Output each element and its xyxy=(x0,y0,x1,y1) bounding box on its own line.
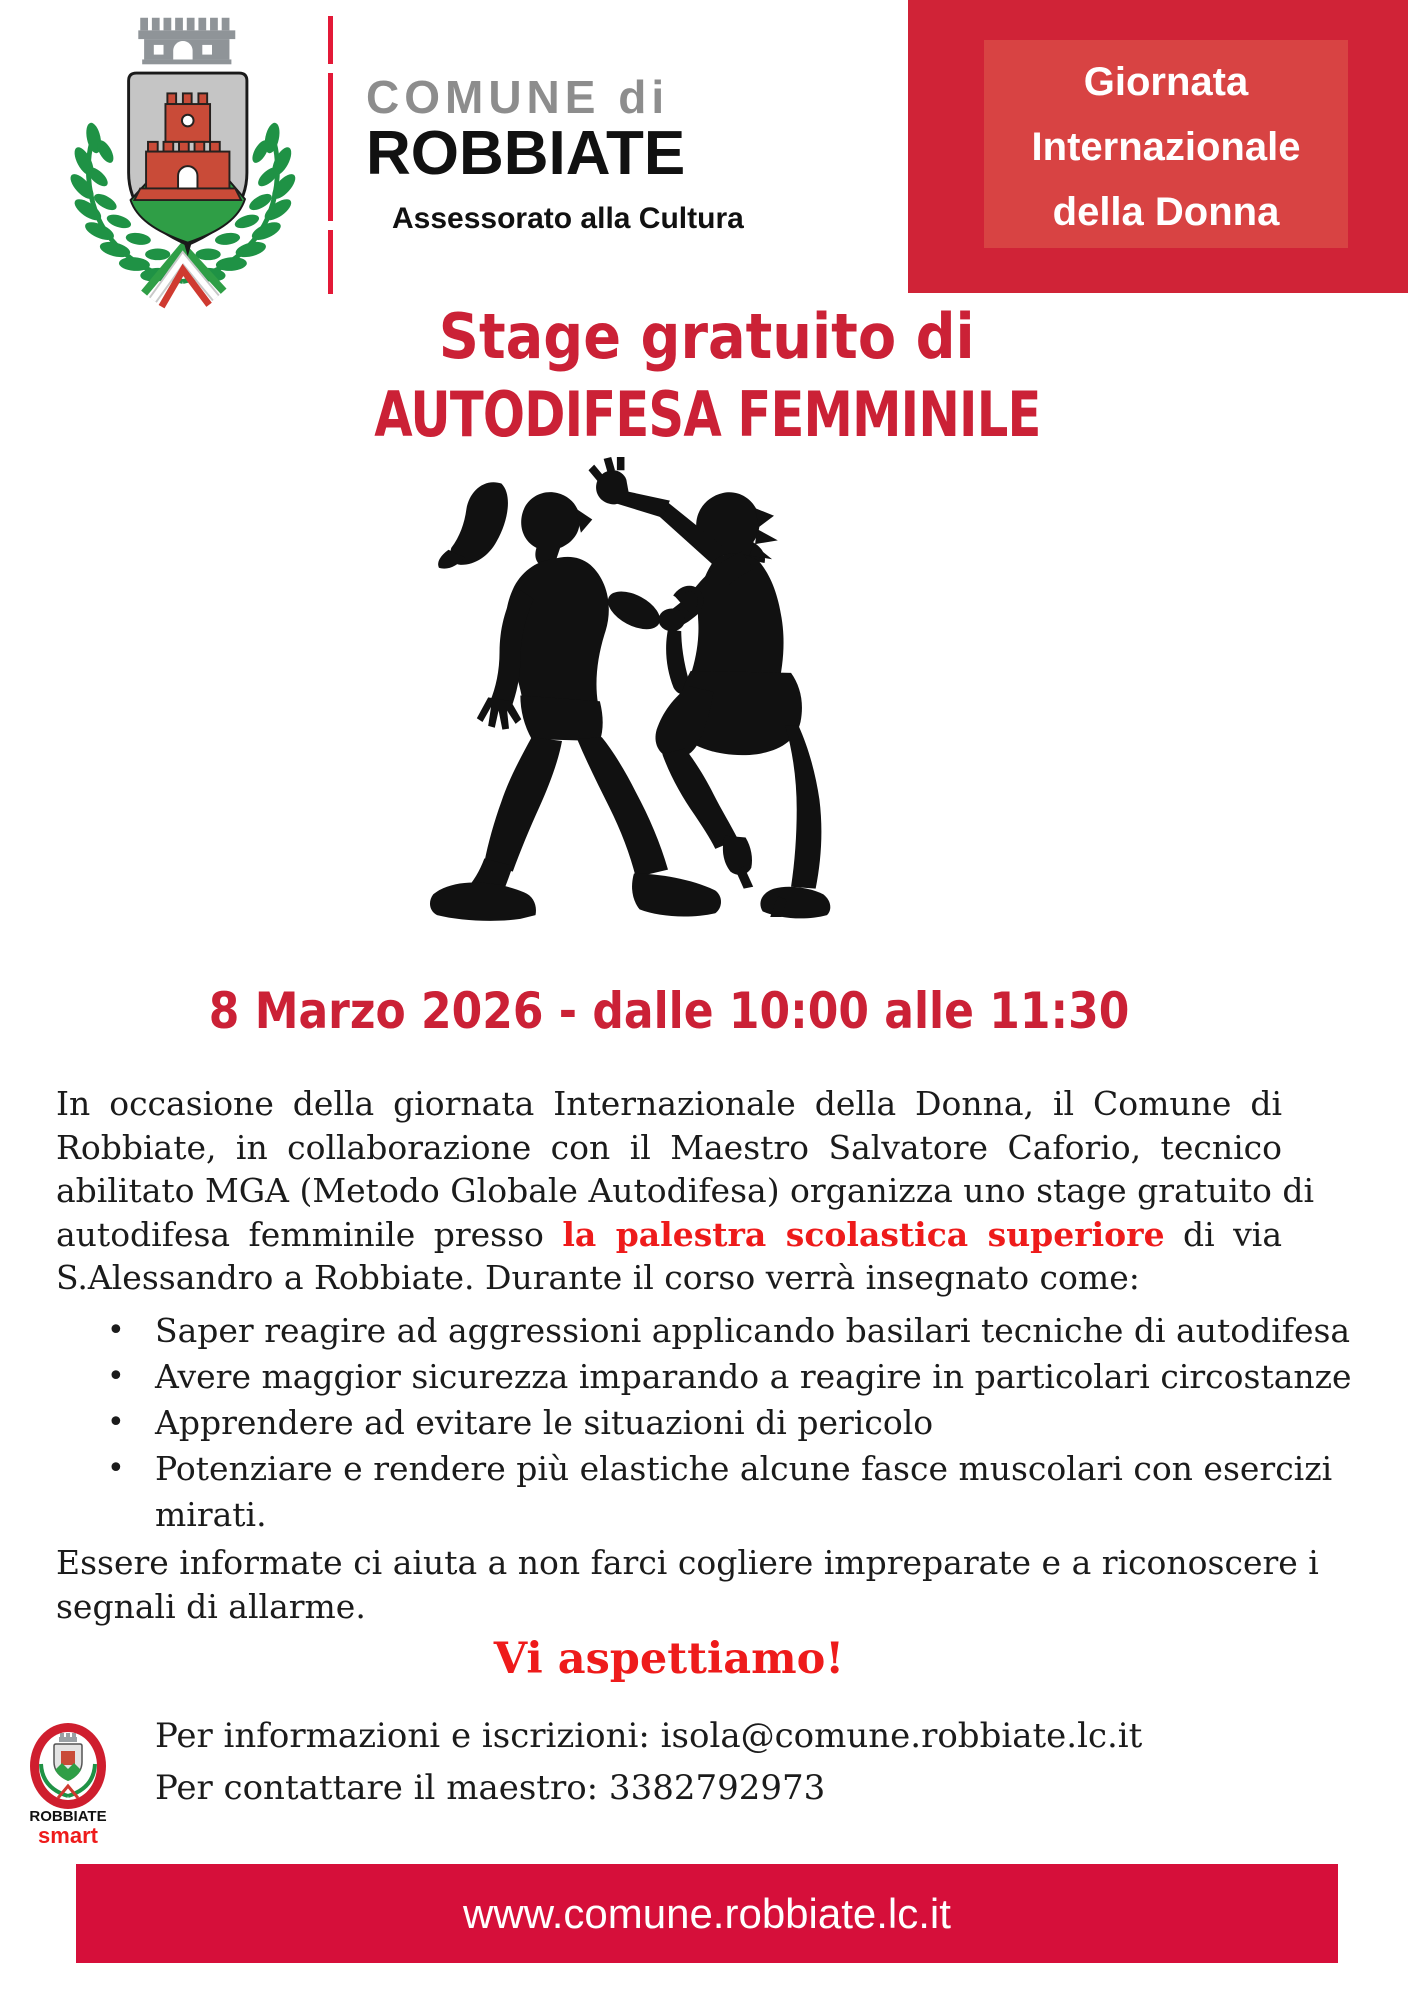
robbiate-coat-of-arms-icon xyxy=(55,10,305,330)
badge-line: Giornata xyxy=(1083,60,1249,104)
intro-paragraph xyxy=(56,1082,1315,1300)
intro-line xyxy=(56,1213,1282,1257)
municipality-label: COMUNE di xyxy=(366,71,670,123)
badge-line: Internazionale xyxy=(1031,125,1301,169)
robbiate-smart-emblem-icon xyxy=(28,1722,108,1812)
smart-logo-name: ROBBIATE xyxy=(29,1808,107,1825)
intro-line: abilitato MGA (Metodo Globale Autodifesa) organizza uno stage gratuito di xyxy=(56,1171,1315,1210)
municipality-name: ROBBIATE xyxy=(366,119,686,188)
list-item xyxy=(56,1354,1352,1400)
website-url: www.comune.robbiate.lc.it xyxy=(463,1890,951,1937)
closing-row xyxy=(56,1634,1282,1684)
intro-line: S.Alessandro a Robbiate. Durante il corso verrà insegnato come: xyxy=(56,1258,1140,1297)
contact-info-line: Per informazioni e iscrizioni: isola@comune.robbiate.lc.it xyxy=(155,1716,1143,1756)
department-label: Assessorato alla Cultura xyxy=(392,202,744,235)
intro-line4-post: di via xyxy=(1164,1214,1283,1254)
red-dashed-divider xyxy=(328,16,333,296)
event-datetime-row xyxy=(56,982,1282,1040)
list-item xyxy=(56,1446,1333,1538)
bullet-icon: • xyxy=(107,1359,125,1394)
list-item xyxy=(56,1400,1282,1446)
event-datetime: 8 Marzo 2026 - dalle 10:00 alle 11:30 xyxy=(208,982,1130,1040)
outro-line: Essere informate ci aiuta a non farci cogliere impreparate e a riconoscere i xyxy=(56,1543,1319,1582)
outro-paragraph xyxy=(56,1541,1319,1628)
intro-line: In occasione della giornata Internazionale della Donna, il Comune di xyxy=(56,1084,1282,1123)
bullet-icon: • xyxy=(107,1313,125,1348)
bullet-icon: • xyxy=(107,1451,125,1486)
list-item-text: Avere maggior sicurezza imparando a reagire in particolari circostanze xyxy=(155,1357,1352,1396)
website-bar xyxy=(76,1864,1338,1963)
list-item xyxy=(56,1308,1351,1354)
smart-logo-variant: smart xyxy=(38,1823,98,1848)
contact-maestro-line: Per contattare il maestro: 3382792973 xyxy=(155,1768,826,1808)
list-item-text: Saper reagire ad aggressioni applicando basilari tecniche di autodifesa xyxy=(155,1311,1351,1350)
flyer-title-line1-row xyxy=(0,300,1414,373)
list-item-text: Potenziare e rendere più elastiche alcune fasce muscolari con esercizi xyxy=(155,1449,1333,1488)
event-badge xyxy=(908,0,1408,293)
bullet-icon: • xyxy=(107,1405,125,1440)
self-defense-silhouette-image xyxy=(350,440,880,970)
list-item-text: Apprendere ad evitare le situazioni di pericolo xyxy=(155,1403,934,1442)
outro-line: segnali di allarme. xyxy=(56,1586,366,1626)
intro-line4-pre: autodifesa femminile presso xyxy=(56,1214,563,1254)
list-item-text: mirati. xyxy=(155,1495,267,1534)
flyer-title-line2: AUTODIFESA FEMMINILE xyxy=(373,378,1041,451)
intro-line: Robbiate, in collaborazione con il Maestro Salvatore Caforio, tecnico xyxy=(56,1127,1282,1167)
badge-line: della Donna xyxy=(1052,190,1280,234)
benefits-list xyxy=(56,1308,1352,1538)
closing-text: Vi aspettiamo! xyxy=(493,1634,845,1684)
flyer-title-line1: Stage gratuito di xyxy=(439,300,975,373)
event-badge-text xyxy=(984,40,1348,248)
venue-highlight: la palestra scolastica superiore xyxy=(562,1214,1165,1254)
